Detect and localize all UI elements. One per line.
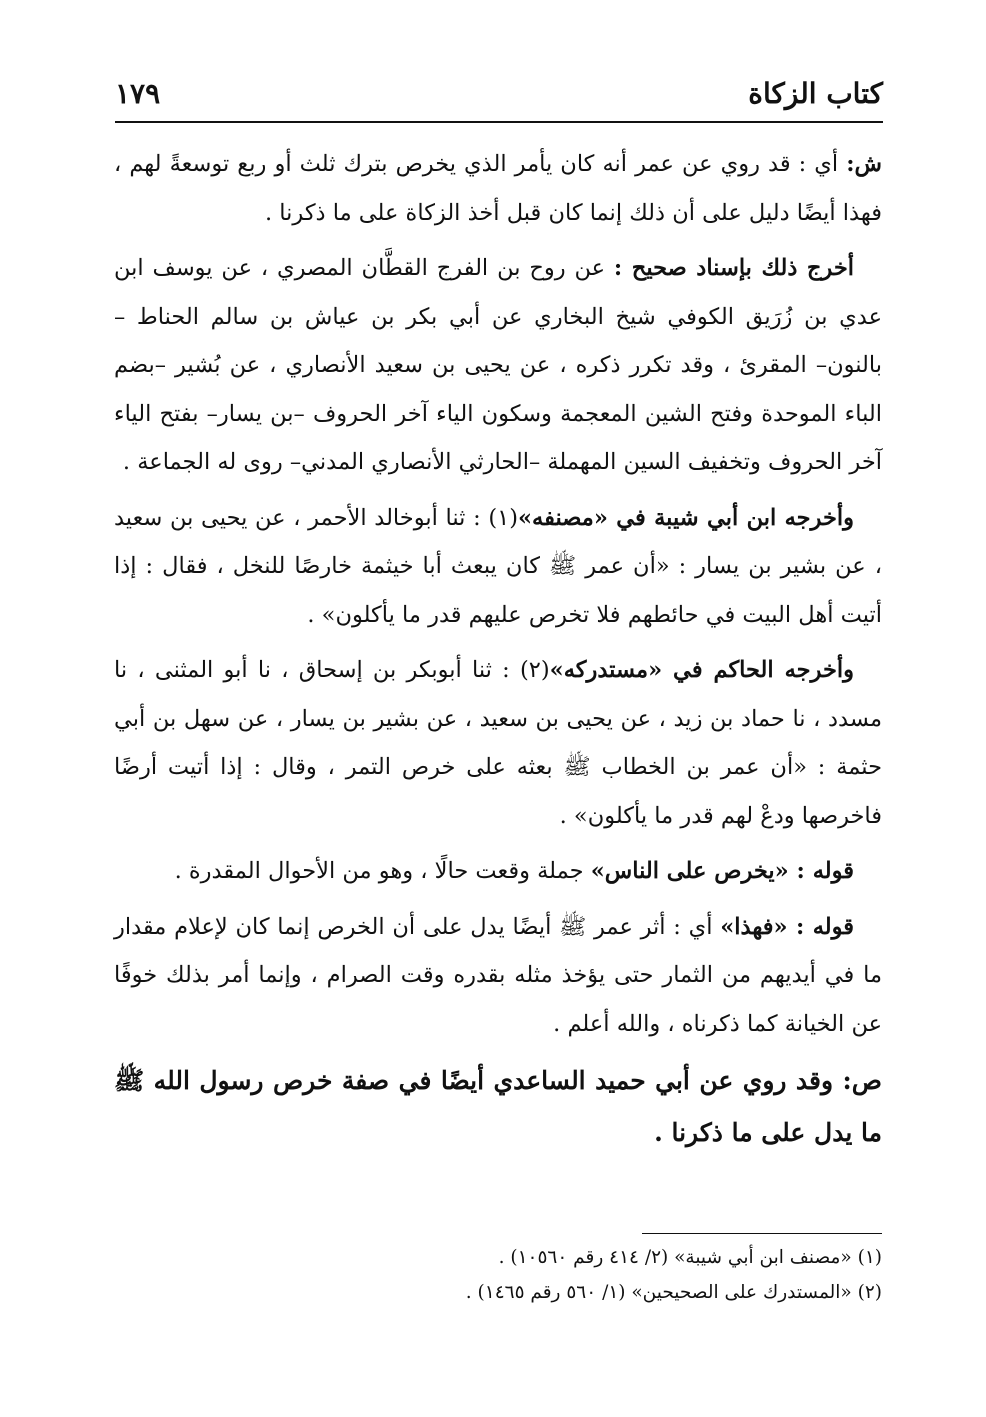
paragraph-lead: وأخرجه ابن أبي شيبة في «مصنفه» bbox=[517, 504, 854, 531]
paragraph-lead: قوله : «فهذا» bbox=[720, 913, 854, 940]
paragraph-text: أي : قد روي عن عمر أنه كان يأمر الذي يخرص بترك ثلث أو ربع توسعةً لهم ، فهذا أيضًا دليل على أن ذلك إنما كان قبل أخذ الزكاة على ما ذكرنا . bbox=[114, 151, 882, 226]
paragraph-shin bbox=[114, 140, 882, 237]
paragraph-lead: وأخرجه الحاكم في «مستدركه» bbox=[549, 657, 854, 683]
paragraph-text: (١) : ثنا أبوخالد الأحمر ، عن يحيى بن سعيد ، عن بشير بن يسار : «أن عمر ﷺ كان يبعث أبا خيثمة خارصًا للنخل ، فقال : إذا أتيت أهل البيت في حائطهم فلا تخرص عليهم قدر ما يأكلون» . bbox=[114, 504, 882, 628]
paragraph-qawluhu-fahadha bbox=[114, 903, 882, 1049]
running-header bbox=[115, 66, 883, 110]
paragraph-lead: ش: bbox=[846, 151, 882, 177]
paragraph-isnad bbox=[114, 244, 882, 487]
paragraph-lead: أخرج ذلك بإسناد صحيح : bbox=[613, 255, 854, 281]
paragraph-text: أي : أثر عمر ﷺ أيضًا يدل على أن الخرص إنما كان لإعلام مقدار ما في أيديهم من الثمار حتى يؤخذ مثله بقدره وقت الصرام ، وإنما أمر بذلك خوفًا عن الخيانة كما ذكرناه ، والله أعلم . bbox=[114, 913, 882, 1037]
footnotes bbox=[114, 1240, 882, 1310]
paragraph-text: عن روح بن الفرج القطَّان المصري ، عن يوسف ابن عدي بن زُرَيق الكوفي شيخ البخاري عن أبي بكر بن عياش بن سالم الحناط – بالنون– المقرئ ، وقد تكرر ذكره ، عن يحيى بن سعيد الأنصاري ، عن بُشير –بضم الباء الموحدة وفتح الشين المعجمة وسكون الياء آخر الحروف –بن يسار– بفتح الياء آخر الحروف وتخفيف السين المهملة –الحارثي الأنصاري المدني– روى له الجماعة . bbox=[114, 255, 882, 475]
book-title: كتاب الزكاة bbox=[748, 77, 883, 110]
paragraph-qawluhu-yakhrus bbox=[114, 847, 882, 896]
paragraph-sad bbox=[114, 1055, 882, 1159]
paragraph-ibn-abi-shayba bbox=[114, 494, 882, 640]
footnote-2: (٢) «المستدرك على الصحيحين» (١/ ٥٦٠ رقم ١٤٦٥) . bbox=[465, 1282, 882, 1303]
page-number: ١٧٩ bbox=[115, 77, 161, 110]
paragraph-lead: قوله : «يخرص على الناس» bbox=[590, 858, 854, 884]
header-divider bbox=[115, 121, 883, 123]
paragraph-lead: ص: bbox=[842, 1066, 882, 1095]
paragraph-text: وقد روي عن أبي حميد الساعدي أيضًا في صفة خرص رسول الله ﷺ ما يدل على ما ذكرنا . bbox=[114, 1066, 882, 1147]
main-text bbox=[114, 140, 882, 1166]
footnote-1: (١) «مصنف ابن أبي شيبة» (٢/ ٤١٤ رقم ١٠٥٦٠) . bbox=[498, 1247, 882, 1268]
footnote-divider bbox=[642, 1233, 882, 1234]
paragraph-text: جملة وقعت حالًا ، وهو من الأحوال المقدرة . bbox=[174, 858, 591, 884]
paragraph-hakim bbox=[114, 646, 882, 840]
paragraph-text: (٢) : ثنا أبوبكر بن إسحاق ، نا أبو المثنى ، نا مسدد ، نا حماد بن زيد ، عن يحيى بن سعيد ، عن بشير بن يسار ، عن سهل بن أبي حثمة : «أن عمر بن الخطاب ﷺ بعثه على خرص التمر ، وقال : إذا أتيت أرضًا فاخرصها ودعْ لهم قدر ما يأكلون» . bbox=[114, 657, 882, 829]
